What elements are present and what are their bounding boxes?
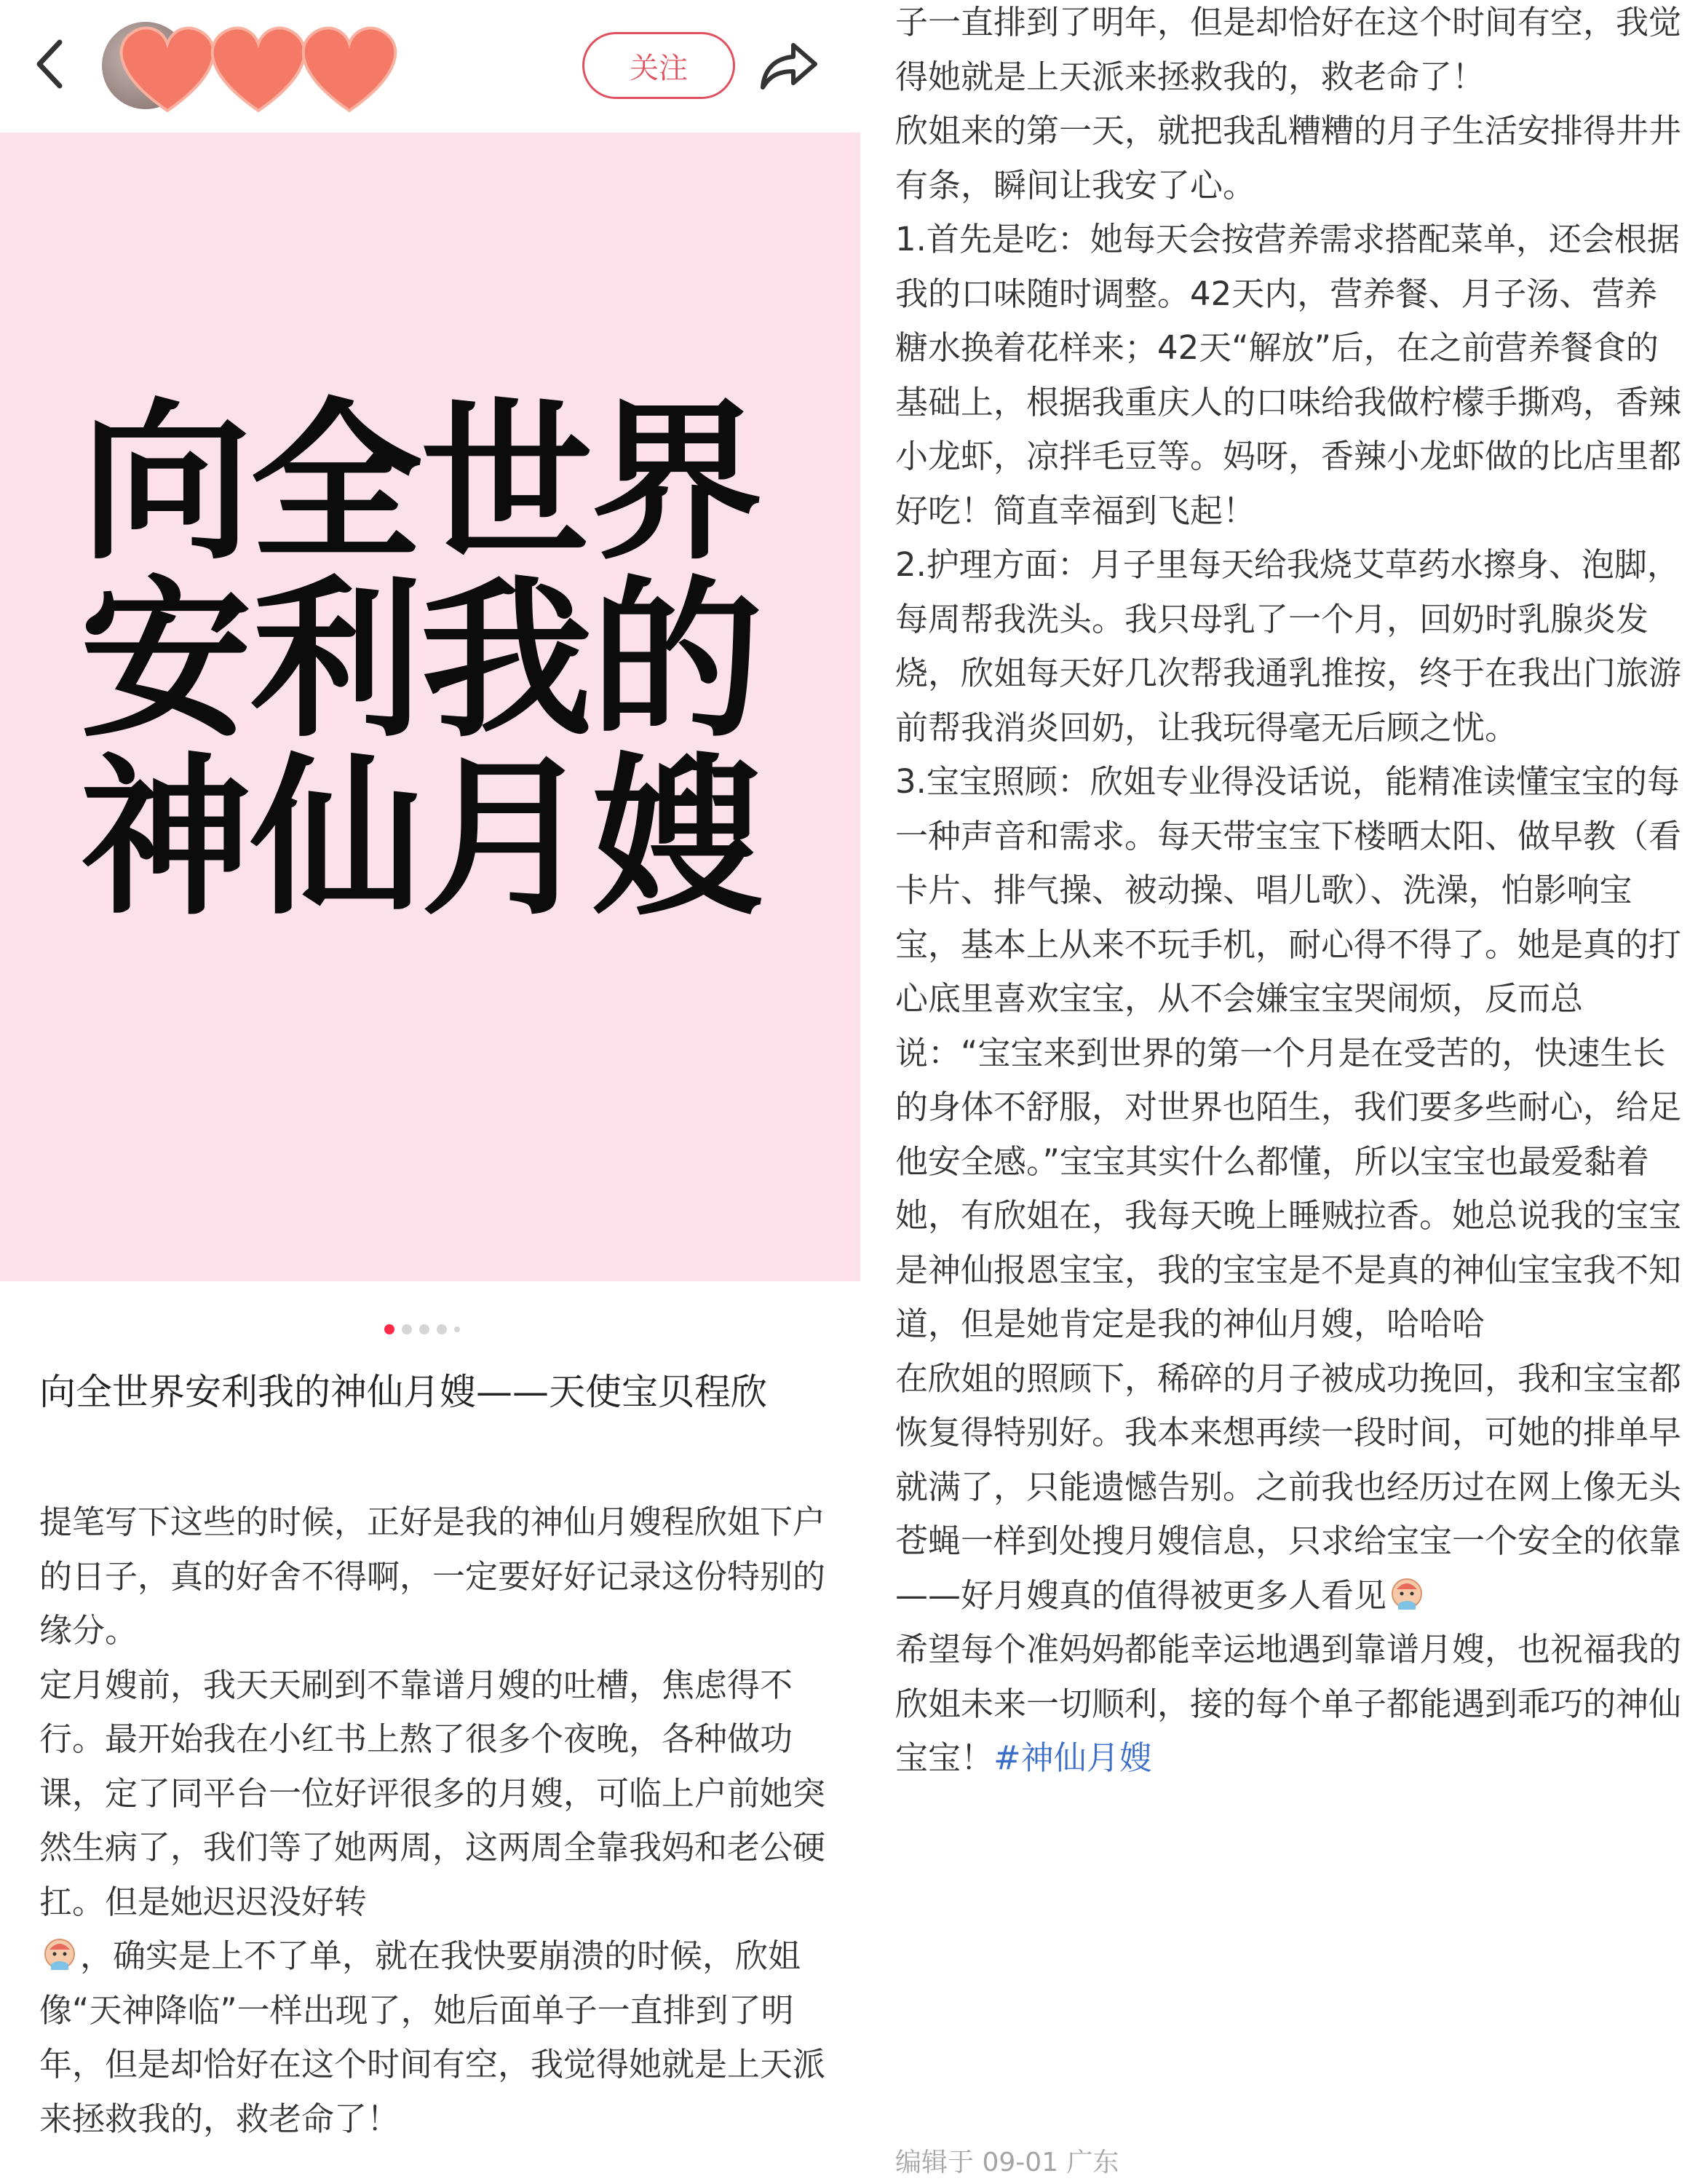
paragraph: 提笔写下这些的时候，正好是我的神仙月嫂程欣姐下户的日子，真的好舍不得啊，一定要好好记录这份特别的缘分。 bbox=[39, 1503, 826, 1650]
chevron-left-icon bbox=[29, 35, 73, 93]
paragraph-text: ，确实是上不了单，就在我快要崩溃的时候，欣姐像“天神降临”一样出现了，她后面单子一直排到了明年，但是却恰好在这个时间有空，我觉得她就是上天派来拯救我的，救老命了！ bbox=[39, 1936, 826, 2138]
note-body-right bbox=[895, 0, 1689, 1786]
edited-meta: 编辑于 09-01 广东 bbox=[895, 2148, 1119, 2177]
paragraph: 欣姐来的第一天，就把我乱糟糟的月子生活安排得井井有条，瞬间让我安了心。 bbox=[895, 111, 1682, 205]
note-title: 向全世界安利我的神仙月嫂——天使宝贝程欣 bbox=[39, 1371, 767, 1413]
paragraph-text: 在欣姐的照顾下，稀碎的月子被成功挽回，我和宝宝都恢复得特别好。我本来想再续一段时间，可她的排单早就满了，只能遗憾告别。之前我也经历过在网上像无头苍蝇一样到处搜月嫂信息，只求给宝宝一个安全的依靠——好月嫂真的值得被更多人看见 bbox=[895, 1358, 1682, 1615]
paragraph: 2.护理方面：月子里每天给我烧艾草药水擦身、泡脚，每周帮我洗头。我只母乳了一个月，回奶时乳腺炎发烧，欣姐每天好几次帮我通乳推按，终于在我出门旅游前帮我消炎回奶，让我玩得毫无后顾之忧。 bbox=[895, 545, 1682, 747]
crying-emoji-icon bbox=[39, 1932, 80, 1973]
share-icon bbox=[757, 36, 822, 95]
top-bar bbox=[0, 0, 860, 132]
carousel-indicator bbox=[384, 1322, 460, 1337]
cover-title-line: 安利我的 bbox=[80, 561, 762, 761]
back-button[interactable] bbox=[29, 35, 73, 93]
hashtag-link[interactable]: #神仙月嫂 bbox=[993, 1738, 1152, 1777]
paragraph bbox=[895, 1623, 1689, 1786]
paragraph-text: 定月嫂前，我天天刷到不靠谱月嫂的吐槽，焦虑得不行。最开始我在小红书上熬了很多个夜晚，各种做功课，定了同平台一位好评很多的月嫂，可临上户前她突然生病了，我们等了她两周，这两周全靠我妈和老公硬扛。但是她迟迟没好转 bbox=[39, 1665, 826, 1921]
cover-title-line: 向全世界 bbox=[80, 383, 762, 583]
carousel-dot bbox=[384, 1324, 394, 1334]
follow-button[interactable]: 关注 bbox=[582, 32, 735, 99]
right-panel bbox=[860, 0, 1706, 2184]
carousel-dot bbox=[454, 1326, 460, 1332]
paragraph bbox=[895, 1352, 1689, 1623]
carousel-dot bbox=[437, 1324, 447, 1334]
heart-stickers-icon bbox=[109, 17, 415, 119]
paragraph: 1.首先是吃：她每天会按营养需求搭配菜单，还会根据我的口味随时调整。42天内，营养餐、月子汤、营养糖水换着花样来；42天“解放”后，在之前营养餐食的基础上，根据我重庆人的口味给我做柠檬手撕鸡，香辣小龙虾，凉拌毛豆等。妈呀，香辣小龙虾做的比店里都好吃！简直幸福到飞起！ bbox=[895, 220, 1682, 530]
cover-title bbox=[80, 383, 808, 938]
note-body-left bbox=[39, 1495, 833, 2146]
cover-image[interactable] bbox=[0, 132, 860, 1281]
paragraph: 子一直排到了明年，但是却恰好在这个时间有空，我觉得她就是上天派来拯救我的，救老命了！ bbox=[895, 3, 1682, 96]
crying-emoji-icon bbox=[1386, 1572, 1427, 1613]
paragraph bbox=[39, 1658, 833, 2147]
paragraph: 3.宝宝照顾：欣姐专业得没话说，能精准读懂宝宝的每一种声音和需求。每天带宝宝下楼晒太阳、做早教（看卡片、排气操、被动操、唱儿歌）、洗澡，怕影响宝宝，基本上从来不玩手机，耐心得不得了。她是真的打心底里喜欢宝宝，从不会嫌宝宝哭闹烦，反而总说：“宝宝来到世界的第一个月是在受苦的，快速生长的身体不舒服，对世界也陌生，我们要多些耐心，给足他安全感。”宝宝其实什么都懂，所以宝宝也最爱黏着她，有欣姐在，我每天晚上睡贼拉香。她总说我的宝宝是神仙报恩宝宝，我的宝宝是不是真的神仙宝宝我不知道，但是她肯定是我的神仙月嫂，哈哈哈 bbox=[895, 762, 1682, 1343]
carousel-dot bbox=[419, 1324, 429, 1334]
paragraph-text: 希望每个准妈妈都能幸运地遇到靠谱月嫂，也祝福我的欣姐未来一切顺利，接的每个单子都能遇到乖巧的神仙宝宝！ bbox=[895, 1630, 1682, 1777]
cover-title-line: 神仙月嫂 bbox=[80, 738, 762, 938]
share-button[interactable] bbox=[757, 36, 822, 95]
carousel-dot bbox=[402, 1324, 412, 1334]
